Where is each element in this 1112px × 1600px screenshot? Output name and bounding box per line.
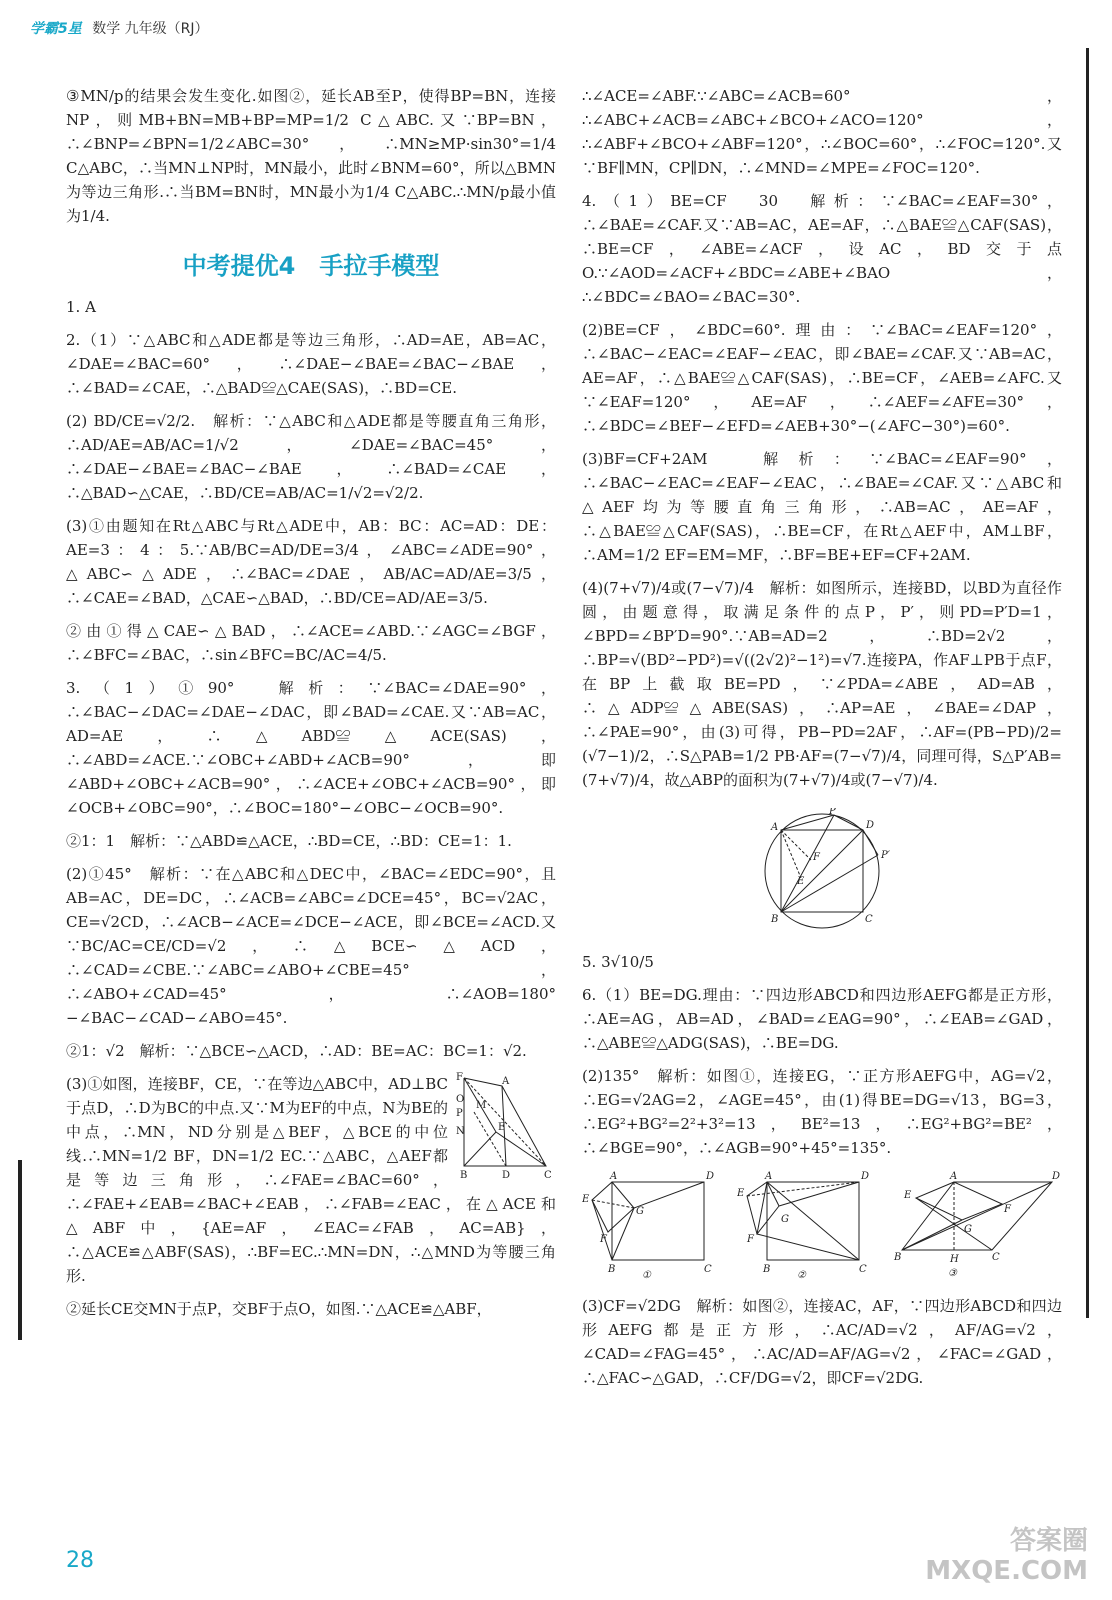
right-para: (2)BE=CF，∠BDC=60°.理由：∵∠BAC=∠EAF=120°，∴∠BAC−∠EAC=∠EAF−∠EAC，即∠BAE=∠CAF.又∵AB=AC，AE=AF，∴△BAE≌△CAF(SAS)，∴BE=CF，∠AEB=∠AFC.又∵∠EAF=120°，AE=AF，∴∠AEF=∠AFE=30°，∴∠BDC=∠BEF−∠EFD=∠AEB+30°−(∠AFC−30°)=60°.: [582, 321, 1062, 435]
label-C: C: [704, 1264, 712, 1275]
label-C: C: [859, 1264, 867, 1275]
right-para: 4.（1）BE=CF 30 解析：∵∠BAC=∠EAF=30°，∴∠BAE=∠CAF.又∵AB=AC，AE=AF，∴△BAE≌△CAF(SAS)，∴BE=CF，∠ABE=∠ACF，设AC，BD交于点O.∵∠AOD=∠ACF+∠BDC=∠ABE+∠BAO，∴∠BDC=∠BAO=∠BAC=30°.: [582, 192, 1062, 306]
right-para: 5. 3√10/5: [582, 953, 654, 971]
label-N: N: [456, 1126, 465, 1137]
label-B: B: [460, 1170, 468, 1181]
label-G: G: [781, 1214, 789, 1225]
figure-number: ①: [642, 1270, 651, 1280]
label-E: E: [904, 1190, 912, 1201]
label-B: B: [894, 1252, 902, 1263]
left-column: [66, 84, 556, 1330]
label-A: A: [950, 1171, 958, 1182]
right-margin-rule: [1086, 48, 1089, 1318]
label-E: E: [498, 1122, 506, 1133]
figure-square-3: [892, 1170, 1062, 1280]
label-D: D: [502, 1170, 511, 1181]
left-para: (2)①45° 解析：∵在△ABC和△DEC中，∠BAC=∠EDC=90°，且AB=AC，DE=DC，∴∠ACB=∠ABC=∠DCE=45°，BC=√2AC，CE=√2CD，∴∠ACB−∠ACE=∠DCE−∠ACE，即∠BCE=∠ACD.又∵BC/AC=CE/CD=√2，∴△BCE∽△ACD，∴∠CAD=∠CBE.∵∠ABC=∠ABO+∠CBE=45°，∴∠ABO+∠CAD=45°，∴∠AOB=180°−∠BAC−∠CAD−∠ABO=45°.: [66, 865, 556, 1027]
label-G: G: [636, 1206, 644, 1217]
right-para: (4)(7+√7)/4或(7−√7)/4 解析：如图所示，连接BD，以BD为直径作圆，由题意得，取满足条件的点P，P′，则PD=P′D=1，∠BPD=∠BP′D=90°.∵AB=AD=2，∴BD=2√2，∴BP=√(BD²−PD²)=√((2√2)²−1²)=√7.连接PA，作AF⊥PB于点F，在BP上截取BE=PD，∵∠PDA=∠ABE，AD=AB，∴△ADP≌△ABE(SAS)，∴AP=AE，∠BAE=∠DAP，∴∠PAE=90°，由(3)可得，PB−PD=2AF，∴AF=(PB−PD)/2=(√7−1)/2，∴S△PAB=1/2 PB·AF=(7−√7)/4，同理可得，S△P′AB=(7+√7)/4，故△ABP的面积为(7+√7)/4或(7−√7)/4.: [582, 579, 1062, 789]
label-F: F: [600, 1234, 607, 1245]
watermark-line1: 答案圈: [1009, 1526, 1088, 1556]
left-para: (3)①如图，连接BF，CE，∵在等边△ABC中，AD⊥BC于点D，∴D为BC的中点.又∵M为EF的中点，N为BE的中点，∴MN，ND分别是△BEF，△BCE的中位线.∴MN=1/2 BF，DN=1/2 EC.∵△ABC，△AEF都是等边三角形，∴∠FAE=∠BAC=60°，∴∠FAE+∠EAB=∠BAC+∠EAB，∴∠FAB=∠EAC，在△ACE和△ABF中，{AE=AF，∠EAC=∠FAB，AC=AB}，∴△ACE≌△ABF(SAS)，∴BF=EC.∴MN=DN，∴△MND为等腰三角形.: [66, 1075, 556, 1285]
page-header: [30, 18, 209, 38]
brand-logo: 学霸5星: [30, 21, 82, 37]
right-column: [582, 84, 1062, 1399]
label-H: H: [950, 1254, 959, 1265]
label-F: F: [813, 852, 820, 863]
figure-number: ③: [948, 1268, 957, 1279]
section-title: 中考提优4 手拉手模型: [182, 252, 440, 280]
right-para: (2)135° 解析：如图①，连接EG，∵正方形AEFG中，AG=√2，∴EG=√2AG=2，∠AGE=45°，由(1)得BE=DG=√13，BG=3，∴EG²+BG²=2²+3²=13，BE²=13，∴EG²+BG²=BE²，∴∠BGE=90°，∴∠AGB=90°+45°=135°.: [582, 1067, 1062, 1157]
left-para: ②延长CE交MN于点P，交BF于点O，如图.∵△ACE≌△ABF，: [66, 1300, 492, 1318]
label-O: O: [456, 1094, 465, 1105]
left-margin-bar: [18, 1160, 22, 1340]
label-A: A: [765, 1171, 773, 1182]
left-para: 3.（1）①90° 解析：∵∠BAC=∠DAE=90°，∴∠BAC−∠DAC=∠DAE−∠DAC，即∠BAD=∠CAE.又∵AB=AC，AD=AE，∴△ABD≌△ACE(SAS)，∴∠ABD=∠ACE.∵∠OBC+∠ABD+∠ACB=90°，即∠ABD+∠OBC+∠ACB=90°，∴∠ACE+∠OBC+∠ACB=90°，即∠OCB+∠OBC=90°，∴∠BOC=180°−∠OBC−∠OCB=90°.: [66, 679, 556, 817]
label-B: B: [771, 914, 779, 925]
figure-circle-square: [747, 808, 897, 938]
figure-equilateral: [456, 1072, 556, 1182]
figure-square-1: [582, 1170, 722, 1280]
right-para: (3)BF=CF+2AM 解析：∵∠BAC=∠EAF=90°，∴∠BAC−∠EAC=∠EAF−∠EAC，∴∠BAE=∠CAF.又∵△ABC和△AEF均为等腰直角三角形，∴AB=AC，AE=AF，∴△BAE≌△CAF(SAS)，∴BE=CF，在Rt△AEF中，AM⊥BF，∴AM=1/2 EF=EM=MF，∴BF=BE+EF=CF+2AM.: [582, 450, 1062, 564]
label-A: A: [771, 822, 779, 833]
figure-row-squares: [582, 1170, 1062, 1280]
label-P: P: [456, 1108, 463, 1119]
label-M: M: [476, 1100, 487, 1111]
left-para: ③MN/p的结果会发生变化.如图②，延长AB至P，使得BP=BN，连接NP，则MB+BN=MB+BP=MP=1/2 C△ABC.又∵BP=BN，∴∠BNP=∠BPN=1/2∠ABC=30°，∴MN≥MP·sin30°=1/4 C△ABC，∴当MN⊥NP时，MN最小，此时∠BNM=60°，所以△BMN为等边三角形.∴当BM=BN时，MN最小为1/4 C△ABC.∴MN/p最小值为1/4.: [66, 87, 556, 225]
left-para: 2.（1）∵△ABC和△ADE都是等边三角形，∴AD=AE，AB=AC，∠DAE=∠BAC=60°，∴∠DAE−∠BAE=∠BAC−∠BAE，∴∠BAD=∠CAE，∴△BAD≌△CAE(SAS)，∴BD=CE.: [66, 331, 556, 397]
label-B: B: [608, 1264, 616, 1275]
label-F: F: [1004, 1204, 1011, 1215]
label-E: E: [737, 1188, 745, 1199]
watermark: [925, 1526, 1088, 1586]
label-F: F: [456, 1072, 463, 1083]
label-C: C: [865, 914, 873, 925]
left-para: (2) BD/CE=√2/2. 解析：∵△ABC和△ADE都是等腰直角三角形，∴AD/AE=AB/AC=1/√2，∠DAE=∠BAC=45°，∴∠DAE−∠BAE=∠BAC−∠BAE，∴∠BAD=∠CAE，∴△BAD∽△CAE，∴BD/CE=AB/AC=1/√2=√2/2.: [66, 412, 556, 502]
label-D: D: [1052, 1171, 1061, 1182]
label-E: E: [797, 876, 805, 887]
label-C: C: [992, 1252, 1000, 1263]
label-F: F: [747, 1234, 754, 1245]
right-para: (3)CF=√2DG 解析：如图②，连接AC，AF，∵四边形ABCD和四边形AEFG都是正方形，∴AC/AD=√2，AF/AG=√2，∠CAD=∠FAG=45°，∴AC/AD=AF/AG=√2，∠FAC=∠GAD，∴△FAC∽△GAD，∴CF/DG=√2，即CF=√2DG.: [582, 1297, 1062, 1387]
left-para: ②由①得△CAE∽△BAD，∴∠ACE=∠ABD.∵∠AGC=∠BGF，∴∠BFC=∠BAC，∴sin∠BFC=BC/AC=4/5.: [66, 622, 556, 664]
label-E: E: [582, 1194, 590, 1205]
right-para: 6.（1）BE=DG.理由：∵四边形ABCD和四边形AEFG都是正方形，∴AE=AG，AB=AD，∠BAD=∠EAG=90°，∴∠EAB=∠GAD，∴△ABE≌△ADG(SAS)，∴BE=DG.: [582, 986, 1062, 1052]
left-para: ②1：1 解析：∵△ABD≌△ACE，∴BD=CE，∴BD：CE=1：1.: [66, 832, 512, 850]
figure-number: ②: [797, 1270, 806, 1280]
label-G: G: [964, 1224, 972, 1235]
label-P: P: [829, 808, 836, 817]
label-D: D: [861, 1171, 870, 1182]
left-para: ②1：√2 解析：∵△BCE∽△ACD，∴AD：BE=AC：BC=1：√2.: [66, 1042, 527, 1060]
watermark-line2: MXQE.COM: [925, 1556, 1088, 1586]
label-B: B: [763, 1264, 771, 1275]
right-para: ∴∠ACE=∠ABF.∵∠ABC=∠ACB=60°，∴∠ABC+∠ACB=∠ABC+∠BCO+∠ACO=120°，∴∠ABF+∠BCO+∠ABF=120°，∴∠BOC=60°，∴∠FOC=120°.又∵BF∥MN，CP∥DN，∴∠MND=∠MPE=∠FOC=120°.: [582, 87, 1062, 177]
page-number: 28: [66, 1548, 94, 1573]
label-D: D: [706, 1171, 715, 1182]
left-para: (3)①由题知在Rt△ABC与Rt△ADE中，AB：BC：AC=AD：DE：AE=3：4：5.∵AB/BC=AD/DE=3/4，∠ABC=∠ADE=90°，△ABC∽△ADE，∴∠BAC=∠DAE，AB/AC=AD/AE=3/5，∴∠CAE=∠BAD，△CAE∽△BAD，∴BD/CE=AD/AE=3/5.: [66, 517, 556, 607]
label-C: C: [544, 1170, 552, 1181]
label-D: D: [866, 820, 875, 831]
label-P2: P′: [881, 850, 890, 861]
label-A: A: [610, 1171, 618, 1182]
figure-square-2: [737, 1170, 877, 1280]
label-A: A: [502, 1076, 510, 1087]
subject-label: 数学 九年级（RJ）: [92, 21, 209, 37]
left-para: 1. A: [66, 298, 96, 316]
